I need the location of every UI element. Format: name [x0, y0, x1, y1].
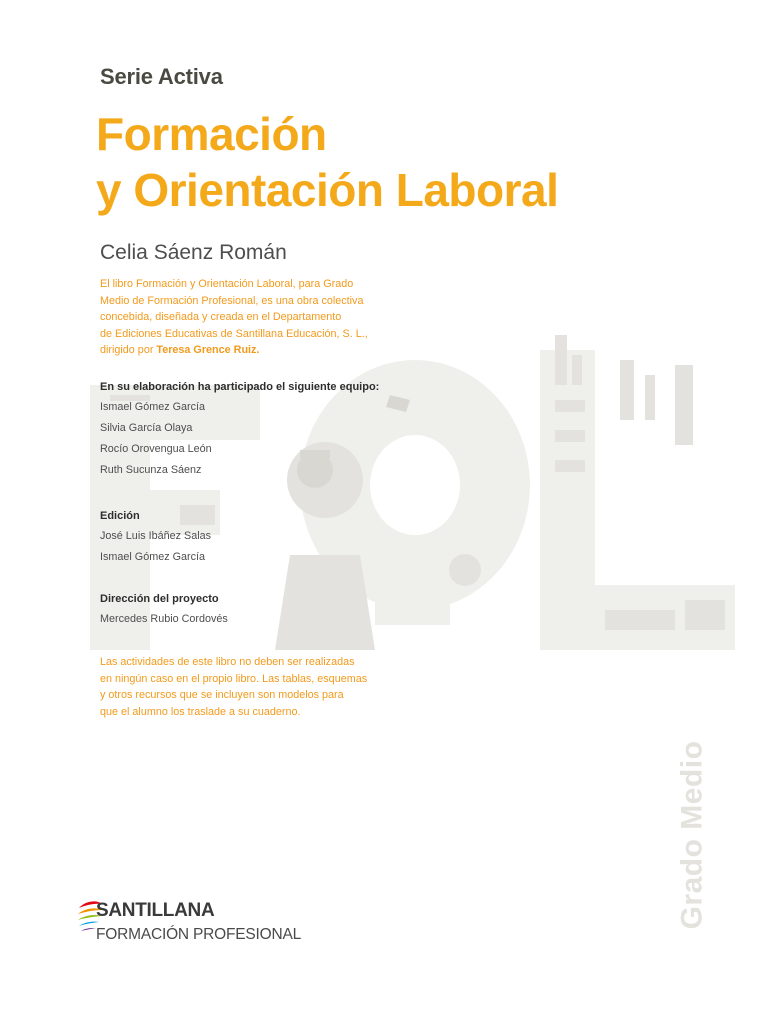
direccion-section — [100, 593, 400, 630]
intro-line: Medio de Formación Profesional, es una obra colectiva — [100, 294, 364, 307]
intro-line: concebida, diseñada y creada en el Departamento — [100, 311, 342, 324]
team-member: Rocío Orovengua León — [100, 443, 212, 455]
direccion-heading: Dirección del proyecto — [100, 593, 219, 605]
publisher-logo — [76, 896, 306, 956]
book-title — [96, 106, 558, 218]
team-member: Ruth Sucunza Sáenz — [100, 464, 202, 476]
team-member: Silvia García Olaya — [100, 422, 193, 434]
publisher-division: FORMACIÓN PROFESIONAL — [96, 926, 302, 943]
note-line: en ningún caso en el propio libro. Las tablas, esquemas — [100, 672, 368, 685]
intro-paragraph — [100, 276, 400, 359]
book-title-line-2: y Orientación Laboral — [96, 164, 559, 216]
note-line: Las actividades de este libro no deben ser realizadas — [100, 656, 355, 668]
publisher-name: SANTILLANA — [96, 900, 215, 921]
editor-name: Ismael Gómez García — [100, 551, 206, 563]
edicion-heading: Edición — [100, 510, 140, 522]
author-name: Celia Sáenz Román — [100, 241, 287, 264]
note-line: que el alumno los traslade a su cuaderno. — [100, 705, 301, 718]
team-heading: En su elaboración ha participado el siguiente equipo: — [100, 381, 380, 393]
edicion-section — [100, 510, 400, 568]
team-section — [100, 381, 400, 481]
book-title-line-1: Formación — [96, 108, 327, 160]
series-name: Serie Activa — [100, 64, 223, 89]
project-director-name: Mercedes Rubio Cordovés — [100, 613, 228, 625]
intro-prefix: dirigido por — [100, 344, 157, 357]
note-line: y otros recursos que se incluyen son modelos para — [100, 689, 344, 702]
team-member: Ismael Gómez García — [100, 401, 206, 413]
intro-line-last — [100, 342, 400, 359]
grade-level-label — [672, 726, 712, 944]
editor-name: José Luis Ibáñez Salas — [100, 530, 212, 542]
activities-note — [100, 654, 400, 720]
intro-line: El libro Formación y Orientación Laboral, para Grado — [100, 278, 354, 290]
grade-level-text: Grado Medio — [675, 740, 708, 930]
director-name: Teresa Grence Ruiz. — [156, 344, 260, 357]
intro-line: de Ediciones Educativas de Santillana Educación, S. L., — [100, 327, 368, 340]
